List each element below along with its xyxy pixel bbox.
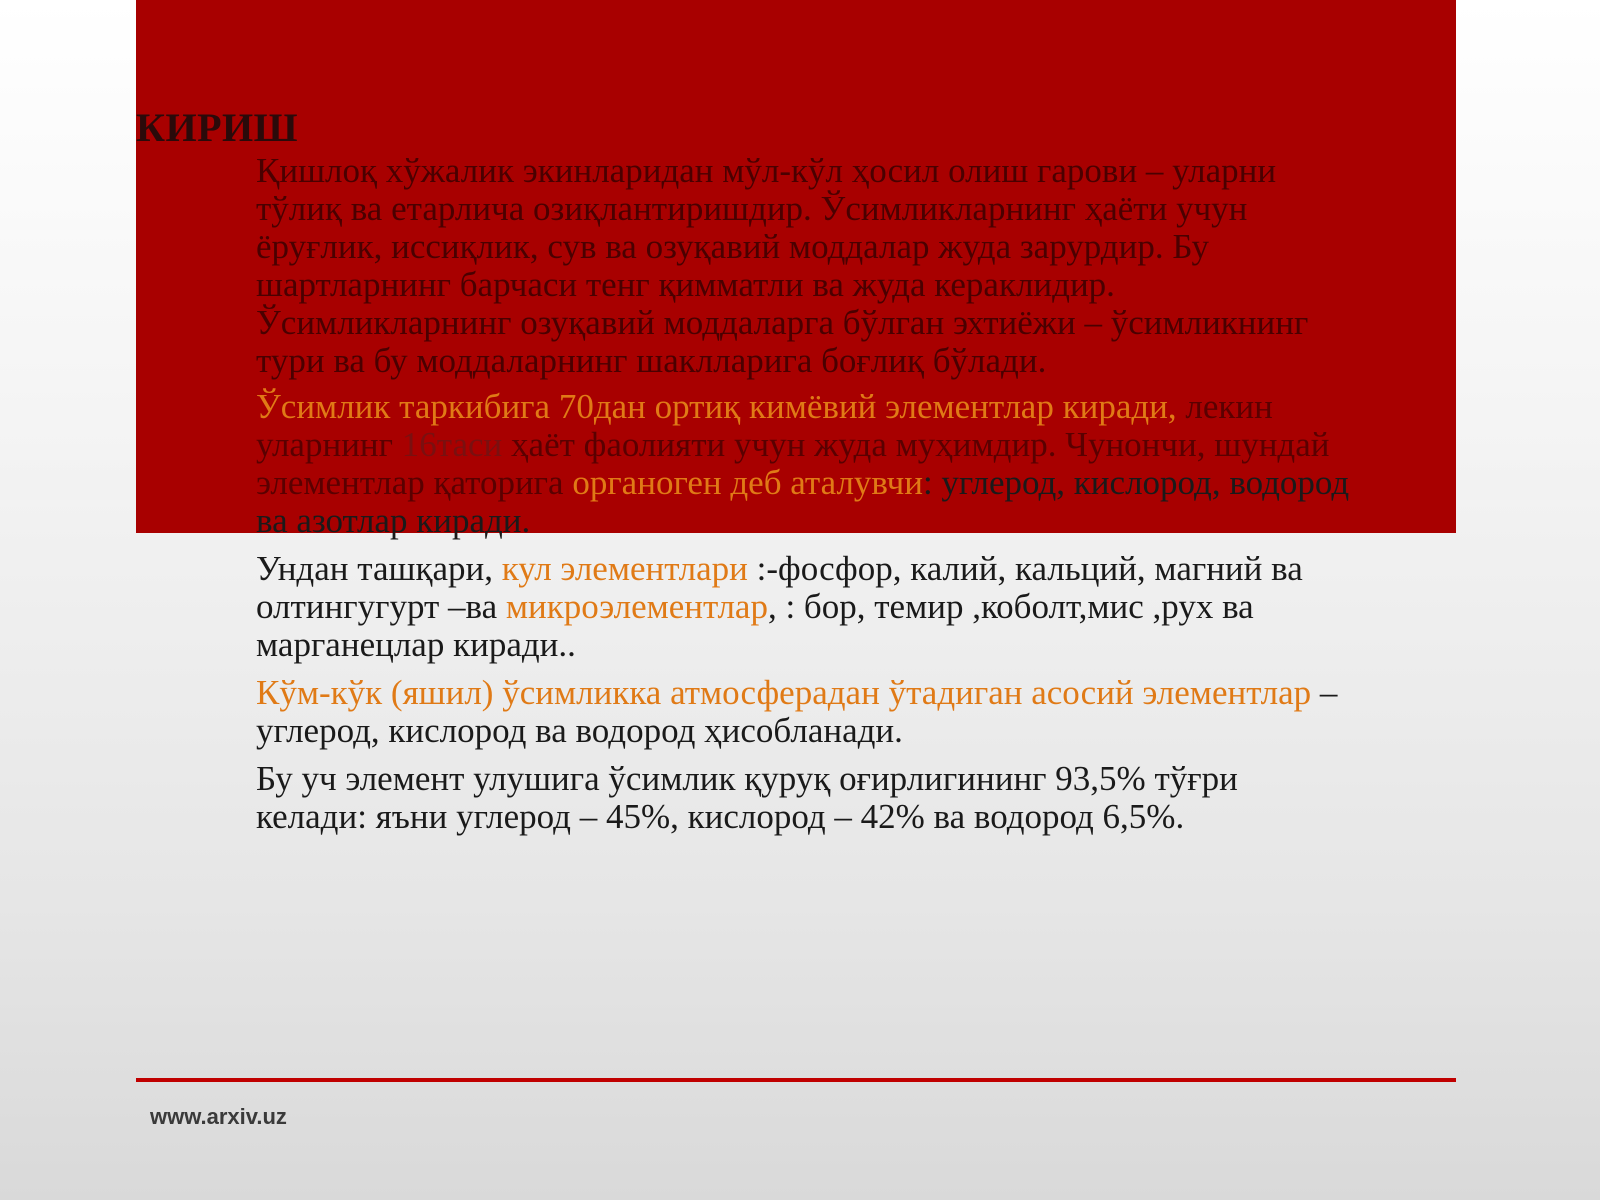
percentages-paragraph: Бу уч элемент улушига ўсимлик қуруқ оғирлигининг 93,5% тўғри келади: яъни углерод – 45%, кислород – 42% ва водород 6,5%. (256, 759, 1238, 836)
text-segment: , : бор, темир ,коболт,мис ,рух ва марганецлар киради.. (256, 587, 1254, 664)
text-segment: лекин уларнинг (256, 387, 1273, 464)
text-segment: :-фосфор, калий, кальций, магний ва олтингугурт –ва (256, 549, 1303, 626)
slide-title: КИРИШ (136, 105, 299, 150)
slide-body (256, 152, 1356, 846)
intro-paragraph: Қишлоқ хўжалик экинларидан мўл-кўл ҳосил олиш гарови – уларни тўлиқ ва етарлича озиқлантиришдир. Ўсимликларнинг ҳаёти учун ёруғлик, иссиқлик, сув ва озуқавий моддалар жуда зарурдир. Бу шартларнинг барчаси тенг қимматли ва жуда кераклидир. Ўсимликларнинг озуқавий моддаларга бўлган эхтиёжи – ўсимликнинг тури ва бу моддаларнинг шаклларига боғлиқ бўлади. (256, 151, 1309, 380)
ash-elements-paragraph (256, 550, 1356, 664)
highlight-ash-elements: кул элементлари (501, 549, 748, 588)
text-segment: Ундан ташқари, (256, 549, 502, 588)
text-segment: : углерод, кислород, водород ва азотлар киради. (256, 463, 1350, 540)
footer-divider (136, 1078, 1456, 1082)
atmosphere-paragraph (256, 674, 1356, 750)
text-segment: ҳаёт фаолияти учун жуда муҳимдир. Чунончи, шундай элементлар қаторига (256, 425, 1330, 502)
highlight-seventy-elements: Ўсимлик таркибига 70дан ортиқ кимёвий элементлар киради, (256, 387, 1177, 426)
elements-paragraph (256, 388, 1356, 540)
highlight-sixteen: 16таси (401, 425, 503, 464)
text-segment: – углерод, кислород ва водород ҳисобланади. (256, 673, 1338, 750)
footer-url: www.arxiv.uz (150, 1104, 287, 1129)
highlight-microelements: микроэлементлар (505, 587, 768, 626)
highlight-organogen: органоген деб аталувчи (572, 463, 923, 502)
highlight-atmosphere-elements: Кўм-кўк (яшил) ўсимликка атмосферадан ўтадиган асосий элементлар (256, 673, 1312, 712)
